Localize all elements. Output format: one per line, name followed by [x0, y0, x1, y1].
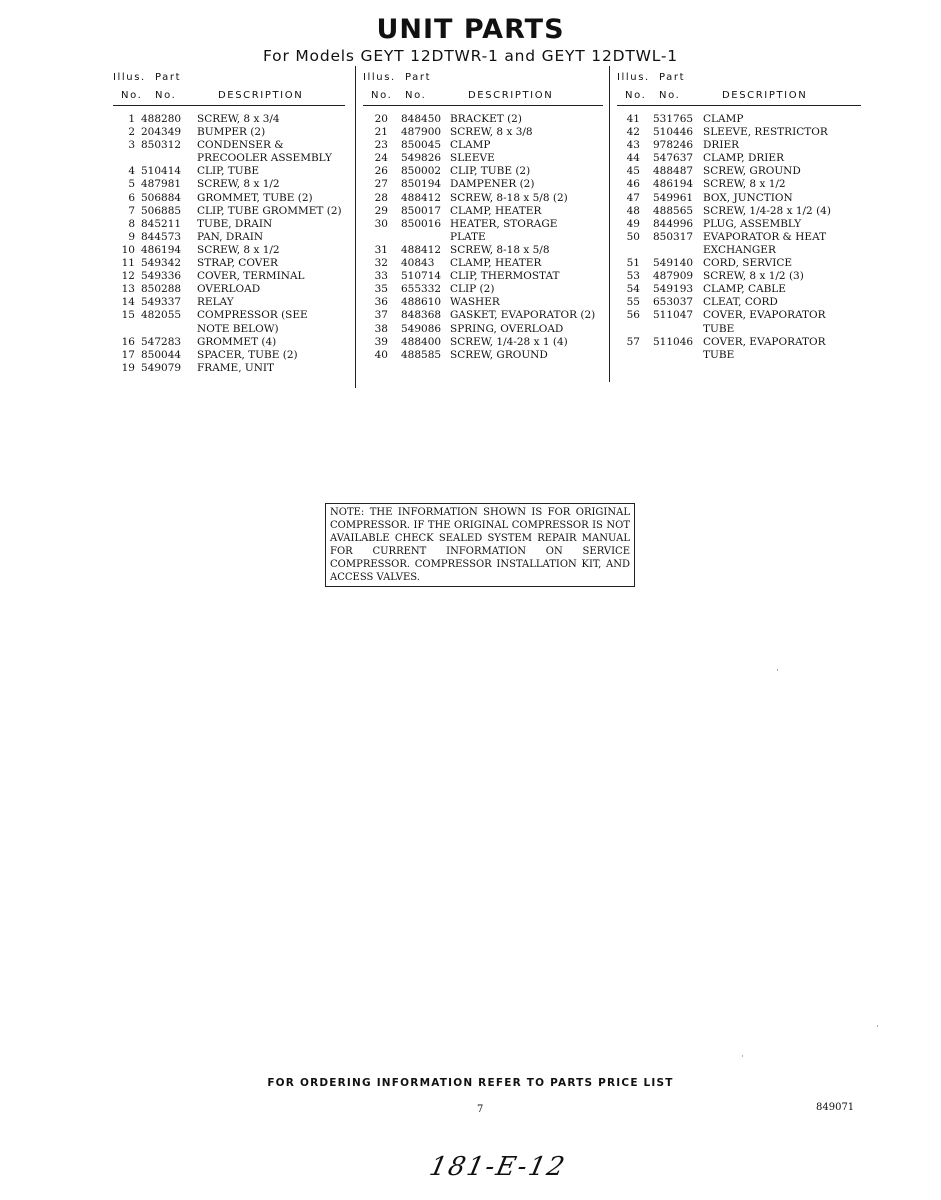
header-description: DESCRIPTION — [218, 90, 304, 101]
part-number: 40843 — [401, 257, 435, 270]
illus-number: 57 — [626, 335, 640, 348]
part-number: 510446 — [653, 126, 694, 139]
part-number: 653037 — [653, 296, 694, 309]
illus-number: 2 — [128, 126, 135, 139]
part-number: 506884 — [141, 191, 182, 204]
parts-list — [113, 113, 345, 375]
part-row — [113, 178, 345, 191]
part-row — [617, 257, 861, 270]
illus-number: 29 — [374, 204, 388, 217]
part-description: COVER, EVAPORATOR — [703, 309, 826, 322]
part-number: 488610 — [401, 296, 442, 309]
parts-list — [617, 113, 861, 362]
part-row — [617, 178, 861, 191]
illus-number: 32 — [374, 257, 388, 270]
column-header — [113, 72, 345, 104]
part-number: 487981 — [141, 178, 182, 191]
illus-number: 14 — [121, 296, 135, 309]
illus-number: 5 — [128, 178, 135, 191]
illus-number: 53 — [626, 270, 640, 283]
illus-number: 1 — [128, 113, 135, 125]
header-rule — [617, 105, 861, 106]
page-title: UNIT PARTS — [376, 14, 565, 45]
part-row — [113, 139, 345, 152]
illus-number: 47 — [626, 191, 640, 204]
part-row — [617, 336, 861, 349]
illus-number: 36 — [374, 296, 388, 309]
part-row — [113, 349, 345, 362]
part-number: 845211 — [141, 217, 182, 230]
part-number: 487900 — [401, 126, 442, 139]
part-description: STRAP, COVER — [197, 257, 278, 270]
part-description: CLAMP — [450, 139, 491, 152]
part-number: 549337 — [141, 296, 182, 309]
part-row — [113, 165, 345, 178]
illus-number: 56 — [626, 309, 640, 322]
part-row — [617, 323, 861, 336]
illus-number: 44 — [626, 152, 640, 165]
scan-speck: · — [776, 666, 779, 676]
part-number: 848450 — [401, 113, 442, 125]
part-description: COVER, EVAPORATOR — [703, 335, 826, 348]
part-number: 547283 — [141, 335, 182, 348]
part-row — [113, 113, 345, 126]
part-number: 488280 — [141, 113, 182, 125]
part-row — [617, 165, 861, 178]
part-description: PAN, DRAIN — [197, 230, 264, 243]
handwritten-note: 181-E-12 — [426, 1152, 569, 1182]
part-number: 549086 — [401, 322, 442, 335]
part-description: COVER, TERMINAL — [197, 270, 305, 283]
part-number: 850317 — [653, 230, 694, 243]
part-description: SCREW, 8 x 1/2 — [197, 178, 280, 191]
part-description: TUBE, DRAIN — [197, 217, 273, 230]
part-number: 488585 — [401, 348, 442, 361]
illus-number: 38 — [374, 322, 388, 335]
part-row — [363, 323, 603, 336]
parts-column-1 — [113, 72, 345, 375]
part-row — [363, 270, 603, 283]
header-rule — [113, 105, 345, 106]
part-description: BOX, JUNCTION — [703, 191, 793, 204]
illus-number: 3 — [128, 139, 135, 152]
part-description: NOTE BELOW) — [197, 322, 279, 335]
header-no: No. — [625, 90, 647, 101]
page-number: 7 — [477, 1104, 484, 1115]
part-row — [363, 336, 603, 349]
parts-list — [363, 113, 603, 362]
illus-number: 19 — [121, 361, 135, 374]
part-number: 488487 — [653, 165, 694, 178]
part-row — [113, 283, 345, 296]
part-row — [113, 309, 345, 322]
illus-number: 24 — [374, 152, 388, 165]
illus-number: 13 — [121, 283, 135, 296]
scan-speck: · — [876, 1022, 879, 1032]
illus-number: 51 — [626, 257, 640, 270]
part-description: PLUG, ASSEMBLY — [703, 217, 802, 230]
part-number: 487909 — [653, 270, 694, 283]
illus-number: 54 — [626, 283, 640, 296]
part-row — [617, 283, 861, 296]
part-row — [113, 362, 345, 375]
part-description: SPRING, OVERLOAD — [450, 322, 564, 335]
part-description: SPACER, TUBE (2) — [197, 348, 298, 361]
part-description: TUBE — [703, 322, 735, 335]
part-number: 850312 — [141, 139, 182, 152]
note-line: AVAILABLE CHECK SEALED SYSTEM REPAIR MANUAL — [330, 533, 630, 544]
part-row — [363, 152, 603, 165]
part-row — [617, 152, 861, 165]
illus-number: 21 — [374, 126, 388, 139]
illus-number: 23 — [374, 139, 388, 152]
part-description: CLAMP, CABLE — [703, 283, 786, 296]
part-description: PLATE — [450, 230, 486, 243]
part-description: CLEAT, CORD — [703, 296, 778, 309]
part-row — [363, 205, 603, 218]
part-number: 486194 — [653, 178, 694, 191]
header-no: No. — [659, 90, 681, 101]
part-description: CLAMP, HEATER — [450, 257, 542, 270]
part-number: 549826 — [401, 152, 442, 165]
header-description: DESCRIPTION — [722, 90, 808, 101]
illus-number: 9 — [128, 230, 135, 243]
part-row — [363, 309, 603, 322]
illus-number: 37 — [374, 309, 388, 322]
part-description: SCREW, 1/4-28 x 1/2 (4) — [703, 204, 831, 217]
part-number: 549193 — [653, 283, 694, 296]
illus-number: 28 — [374, 191, 388, 204]
part-row — [617, 296, 861, 309]
header-no: No. — [121, 90, 143, 101]
header-no: No. — [405, 90, 427, 101]
part-description: FRAME, UNIT — [197, 361, 275, 374]
illus-number: 48 — [626, 204, 640, 217]
part-description: GASKET, EVAPORATOR (2) — [450, 309, 596, 322]
part-description: SCREW, 8-18 x 5/8 — [450, 243, 550, 256]
part-row — [113, 336, 345, 349]
part-description: CLIP, TUBE GROMMET (2) — [197, 204, 342, 217]
illus-number: 27 — [374, 178, 388, 191]
illus-number: 35 — [374, 283, 388, 296]
part-row — [363, 231, 603, 244]
part-number: 488565 — [653, 204, 694, 217]
part-description: CLIP, TUBE — [197, 165, 260, 178]
part-row — [113, 218, 345, 231]
part-number: 510414 — [141, 165, 182, 178]
note-line: ACCESS VALVES. — [330, 572, 420, 583]
part-description: SCREW, 8 x 1/2 — [703, 178, 786, 191]
part-row — [113, 126, 345, 139]
illus-number: 4 — [128, 165, 135, 178]
illus-number: 16 — [121, 335, 135, 348]
illus-number: 46 — [626, 178, 640, 191]
note-line: NOTE: THE INFORMATION SHOWN IS FOR ORIGINAL — [330, 507, 630, 518]
part-number: 531765 — [653, 113, 694, 125]
part-description: CLAMP, DRIER — [703, 152, 784, 165]
part-description: EXCHANGER — [703, 243, 776, 256]
illus-number: 41 — [626, 113, 640, 125]
part-number: 549961 — [653, 191, 694, 204]
part-description: SCREW, 1/4-28 x 1 (4) — [450, 335, 568, 348]
part-row — [363, 283, 603, 296]
part-row — [617, 270, 861, 283]
part-description: BUMPER (2) — [197, 126, 266, 139]
header-illus: Illus. — [363, 72, 396, 83]
part-row — [113, 257, 345, 270]
part-description: WASHER — [450, 296, 500, 309]
note-line: COMPRESSOR. COMPRESSOR INSTALLATION KIT, AND — [330, 559, 630, 570]
compressor-note-box — [325, 503, 635, 587]
header-no: No. — [155, 90, 177, 101]
part-number: 655332 — [401, 283, 442, 296]
part-row — [363, 257, 603, 270]
part-description: SCREW, GROUND — [450, 348, 548, 361]
part-row — [617, 349, 861, 362]
part-row — [617, 218, 861, 231]
part-row — [363, 113, 603, 126]
header-no: No. — [371, 90, 393, 101]
part-description: DAMPENER (2) — [450, 178, 535, 191]
part-row — [617, 192, 861, 205]
part-number: 482055 — [141, 309, 182, 322]
header-illus: Illus. — [617, 72, 650, 83]
part-number: 848368 — [401, 309, 442, 322]
part-row — [363, 349, 603, 362]
part-description: RELAY — [197, 296, 234, 309]
part-number: 204349 — [141, 126, 182, 139]
part-number: 488400 — [401, 335, 442, 348]
part-description: SCREW, 8 x 3/8 — [450, 126, 533, 139]
part-row — [617, 309, 861, 322]
part-row — [113, 244, 345, 257]
part-number: 850002 — [401, 165, 442, 178]
part-row — [113, 323, 345, 336]
part-description: BRACKET (2) — [450, 113, 522, 125]
illus-number: 12 — [121, 270, 135, 283]
part-row — [363, 139, 603, 152]
part-description: CLIP, TUBE (2) — [450, 165, 531, 178]
ordering-footer: FOR ORDERING INFORMATION REFER TO PARTS PRICE LIST — [267, 1077, 674, 1089]
note-line: FOR CURRENT INFORMATION ON SERVICE — [330, 546, 630, 557]
parts-column-3 — [617, 72, 861, 362]
part-row — [617, 113, 861, 126]
illus-number: 17 — [121, 348, 135, 361]
illus-number: 42 — [626, 126, 640, 139]
part-description: GROMMET (4) — [197, 335, 277, 348]
part-number: 511047 — [653, 309, 694, 322]
part-row — [113, 205, 345, 218]
header-illus: Illus. — [113, 72, 146, 83]
illus-number: 10 — [121, 243, 135, 256]
header-part: Part — [405, 72, 432, 83]
part-description: SLEEVE — [450, 152, 495, 165]
part-description: SCREW, 8-18 x 5/8 (2) — [450, 191, 568, 204]
illus-number: 26 — [374, 165, 388, 178]
parts-column-2 — [363, 72, 603, 362]
part-number: 547637 — [653, 152, 694, 165]
part-row — [363, 165, 603, 178]
illus-number: 33 — [374, 270, 388, 283]
part-number: 549342 — [141, 257, 182, 270]
part-number: 506885 — [141, 204, 182, 217]
part-row — [363, 126, 603, 139]
illus-number: 49 — [626, 217, 640, 230]
part-number: 549140 — [653, 257, 694, 270]
note-line: COMPRESSOR. IF THE ORIGINAL COMPRESSOR IS NOT — [330, 520, 630, 531]
part-row — [617, 139, 861, 152]
part-number: 850044 — [141, 348, 182, 361]
illus-number: 30 — [374, 217, 388, 230]
part-row — [363, 218, 603, 231]
part-description: SCREW, 8 x 1/2 — [197, 243, 280, 256]
part-description: EVAPORATOR & HEAT — [703, 230, 827, 243]
illus-number: 8 — [128, 217, 135, 230]
part-number: 549336 — [141, 270, 182, 283]
part-description: TUBE — [703, 348, 735, 361]
part-description: COMPRESSOR (SEE — [197, 309, 308, 322]
part-description: PRECOOLER ASSEMBLY — [197, 152, 332, 165]
header-part: Part — [659, 72, 686, 83]
illus-number: 45 — [626, 165, 640, 178]
part-row — [113, 192, 345, 205]
part-description: SCREW, 8 x 3/4 — [197, 113, 280, 125]
part-row — [617, 205, 861, 218]
part-row — [363, 296, 603, 309]
column-divider — [609, 66, 610, 382]
part-description: CLIP, THERMOSTAT — [450, 270, 560, 283]
illus-number: 50 — [626, 230, 640, 243]
part-number: 850017 — [401, 204, 442, 217]
scan-speck: · — [741, 1052, 744, 1062]
part-description: SCREW, 8 x 1/2 (3) — [703, 270, 804, 283]
part-number: 850016 — [401, 217, 442, 230]
header-rule — [363, 105, 603, 106]
illus-number: 6 — [128, 191, 135, 204]
illus-number: 39 — [374, 335, 388, 348]
illus-number: 11 — [121, 257, 135, 270]
part-number: 511046 — [653, 335, 694, 348]
illus-number: 43 — [626, 139, 640, 152]
part-number: 488412 — [401, 191, 442, 204]
part-number: 486194 — [141, 243, 182, 256]
part-description: CLIP (2) — [450, 283, 495, 296]
part-row — [617, 231, 861, 244]
part-row — [363, 244, 603, 257]
part-description: DRIER — [703, 139, 740, 152]
illus-number: 7 — [128, 204, 135, 217]
part-number: 844996 — [653, 217, 694, 230]
part-description: CLAMP — [703, 113, 744, 125]
part-number: 549079 — [141, 361, 182, 374]
illus-number: 40 — [374, 348, 388, 361]
part-description: SLEEVE, RESTRICTOR — [703, 126, 828, 139]
part-number: 510714 — [401, 270, 442, 283]
part-row — [113, 152, 345, 165]
part-number: 978246 — [653, 139, 694, 152]
part-row — [363, 178, 603, 191]
column-divider — [355, 66, 356, 388]
part-description: HEATER, STORAGE — [450, 217, 558, 230]
part-number: 850288 — [141, 283, 182, 296]
header-part: Part — [155, 72, 182, 83]
part-number: 850045 — [401, 139, 442, 152]
part-description: CONDENSER & — [197, 139, 284, 152]
part-description: CLAMP, HEATER — [450, 204, 542, 217]
part-number: 850194 — [401, 178, 442, 191]
column-header — [617, 72, 861, 104]
part-description: OVERLOAD — [197, 283, 261, 296]
part-description: GROMMET, TUBE (2) — [197, 191, 313, 204]
part-row — [113, 231, 345, 244]
document-number: 849071 — [816, 1102, 855, 1113]
column-header — [363, 72, 603, 104]
part-row — [363, 192, 603, 205]
part-number: 488412 — [401, 243, 442, 256]
part-description: SCREW, GROUND — [703, 165, 801, 178]
illus-number: 15 — [121, 309, 135, 322]
header-description: DESCRIPTION — [468, 90, 554, 101]
part-row — [113, 270, 345, 283]
illus-number: 31 — [374, 243, 388, 256]
part-row — [113, 296, 345, 309]
part-description: CORD, SERVICE — [703, 257, 793, 270]
part-row — [617, 126, 861, 139]
illus-number: 20 — [374, 113, 388, 125]
part-row — [617, 244, 861, 257]
illus-number: 55 — [626, 296, 640, 309]
part-number: 844573 — [141, 230, 182, 243]
page-subtitle: For Models GEYT 12DTWR-1 and GEYT 12DTWL-1 — [263, 47, 678, 65]
